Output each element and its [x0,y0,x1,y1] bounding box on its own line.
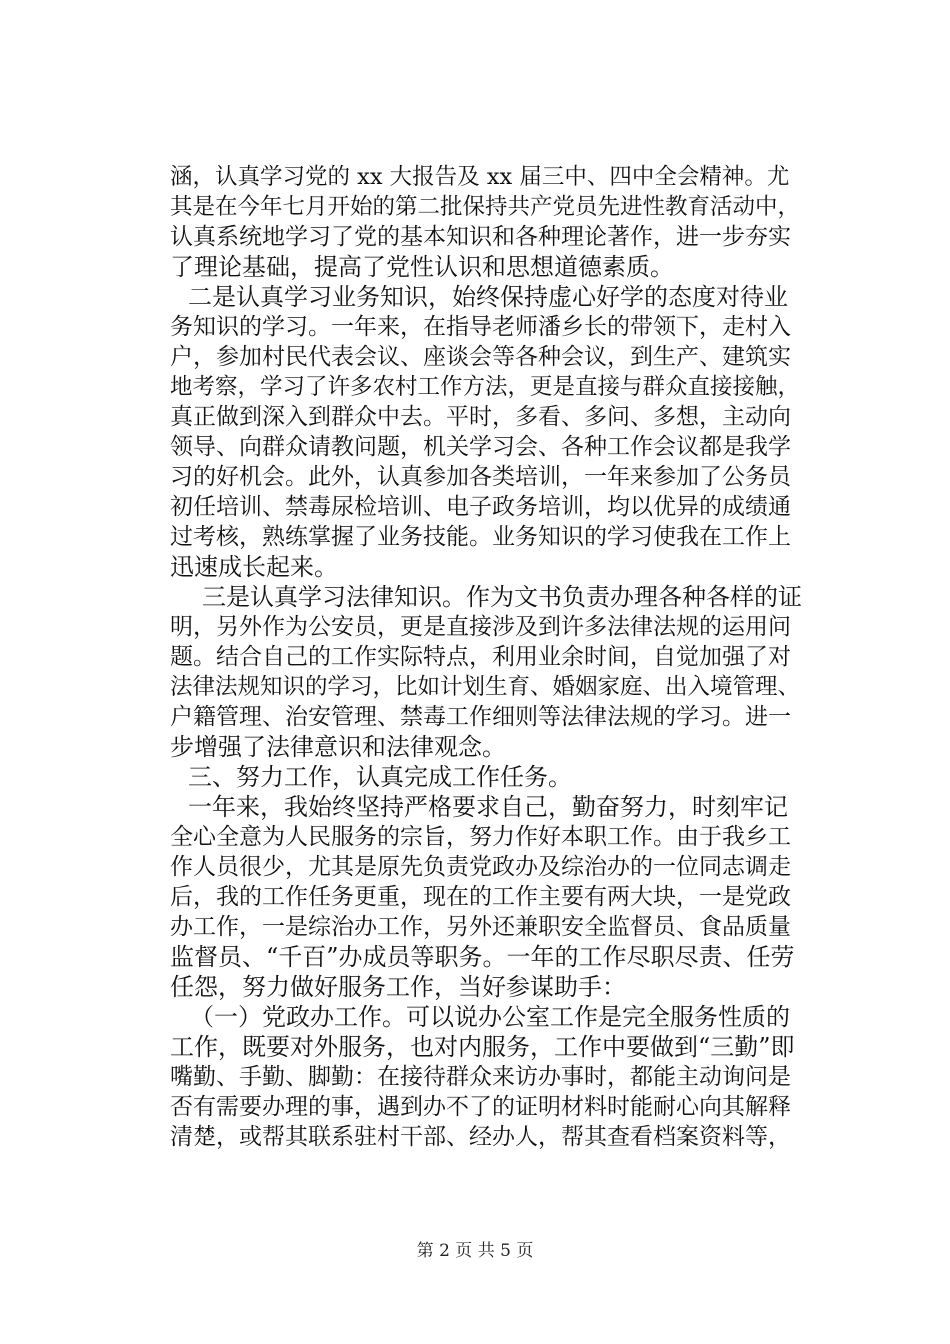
text-line: 法律法规知识的学习，比如计划生育、婚姻家庭、出入境管理、 [170,674,801,700]
text-line: 认真系统地学习了党的基本知识和各种理论著作，进一步夯实 [170,224,791,250]
paragraph-start-line: 一年来，我始终坚持严格要求自己，勤奋努力，时刻牢记 [188,793,788,821]
text-line: 了理论基础，提高了党性认识和思想道德素质。 [170,253,674,281]
text-line: 真正做到深入到群众中去。平时，多看、多问、多想，主动向 [170,404,791,430]
paragraph-start-line: 三是认真学习法律知识。作为文书负责办理各种各样的证 [202,583,802,611]
text-line: 涵，认真学习党的 xx 大报告及 xx 届三中、四中全会精神。尤 [170,164,790,190]
text-line: 其是在今年七月开始的第二批保持共产党员先进性教育活动中， [170,194,801,220]
text-line: 作人员很少，尤其是原先负责党政办及综治办的一位同志调走 [170,854,791,880]
text-line: 工作，既要对外服务，也对内服务，工作中要做到“三勤”即 [170,1033,795,1061]
text-line: 监督员、“千百”办成员等职务。一年的工作尽职尽责、任劳 [170,943,795,971]
text-line: 题。结合自己的工作实际特点，利用业余时间，自觉加强了对 [170,644,791,670]
text-line: 户，参加村民代表会议、座谈会等各种会议，到生产、建筑实 [170,344,791,370]
text-line: 否有需要办理的事，遇到办不了的证明材料时能耐心向其解释 [170,1094,791,1120]
paragraph-start-line: （一）党政办工作。可以说办公室工作是完全服务性质的 [190,1003,790,1031]
text-line: 初任培训、禁毒尿检培训、电子政务培训，均以优异的成绩通 [170,494,791,520]
text-line: 清楚，或帮其联系驻村干部、经办人，帮其查看档案资料等， [170,1124,791,1150]
text-line: 过考核，熟练掌握了业务技能。业务知识的学习使我在工作上 [170,524,791,550]
text-line: 后，我的工作任务更重，现在的工作主要有两大块，一是党政 [170,884,791,910]
page-footer: 第 2 页 共 5 页 [416,1241,534,1261]
text-line: 地考察，学习了许多农村工作方法，更是直接与群众直接接触， [170,374,801,400]
text-line: 迅速成长起来。 [170,553,338,581]
text-line: 领导、向群众请教问题，机关学习会、各种工作会议都是我学 [170,434,791,460]
text-line: 全心全意为人民服务的宗旨，努力作好本职工作。由于我乡工 [170,824,791,850]
text-line: 办工作，一是综治办工作，另外还兼职安全监督员、食品质量 [170,914,791,940]
text-line: 嘴勤、手勤、脚勤：在接待群众来访办事时，都能主动询问是 [170,1064,791,1090]
paragraph-start-line: 二是认真学习业务知识，始终保持虚心好学的态度对待业 [188,283,788,311]
text-line: 务知识的学习。一年来，在指导老师潘乡长的带领下，走村入 [170,314,791,340]
text-line: 习的好机会。此外，认真参加各类培训，一年来参加了公务员 [170,464,791,490]
document-body [170,162,802,1152]
text-line: 明，另外作为公安员，更是直接涉及到许多法律法规的运用问 [170,614,791,640]
text-line: 任怨，努力做好服务工作，当好参谋助手： [170,973,626,1001]
text-line: 户籍管理、治安管理、禁毒工作细则等法律法规的学习。进一 [170,704,791,730]
text-line: 步增强了法律意识和法律观念。 [170,733,506,761]
section-heading: 三、努力工作，认真完成工作任务。 [188,763,572,791]
